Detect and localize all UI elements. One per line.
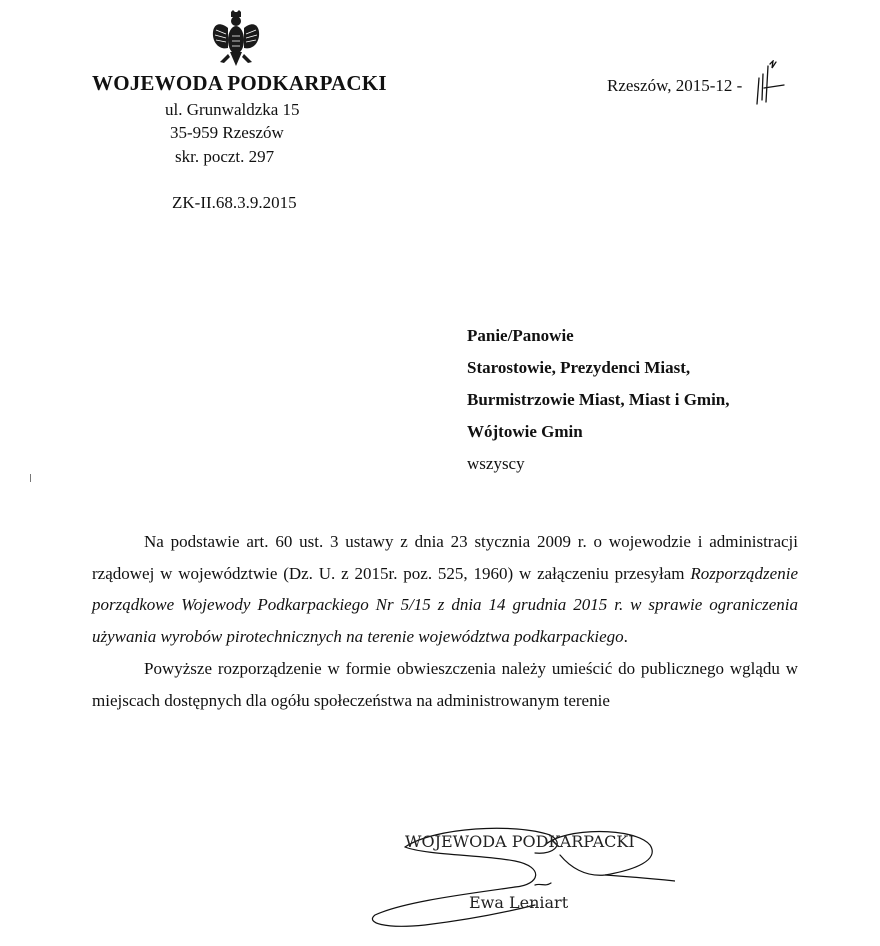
regulation-title: Rozporządzenie porządkowe Wojewody Podkarpackiego Nr 5/15 z dnia 14 grudnia 2015 r. w sprawie ograniczenia używania wyrobów pirotechnicznych na terenie województwa podkarpackiego [92,563,798,647]
sender-po-box: skr. poczt. 297 [175,147,275,166]
handwritten-day-icon [754,60,794,110]
recipient-line: Burmistrzowie Miast, Miast i Gmin, [467,390,730,409]
letter-body [92,526,798,716]
recipient-suffix: wszyscy [467,454,525,473]
body-paragraph-2: Powyższe rozporządzenie w formie obwieszczenia należy umieścić do publicznego wglądu w miejscach dostępnych dla ogółu społeczeństwa na administrowanym terenie [92,658,798,710]
body-paragraph-1 [92,526,798,653]
body-p1-end: . [623,627,628,647]
signature-name-stamp: Ewa Leniart [469,893,569,912]
recipient-line: Starostowie, Prezydenci Miast, [467,358,691,377]
recipient-line: Panie/Panowie [467,326,574,345]
recipient-line: Wójtowie Gmin [467,422,583,441]
eagle-emblem-icon [210,10,262,72]
body-p1-intro: Na podstawie art. 60 ust. 3 ustawy z dnia 23 stycznia 2009 r. o wojewodzie i administracji rządowej w województwie (Dz. U. z 2015r. poz. 525, 1960) w załączeniu przesyłam [92,532,798,583]
recipients-block [467,320,730,480]
margin-mark [30,474,31,482]
sender-org-name: WOJEWODA PODKARPACKI [92,71,387,95]
place-date: Rzeszów, 2015-12 - [607,76,743,95]
sender-city: 35-959 Rzeszów [170,123,284,142]
sender-street: ul. Grunwaldzka 15 [165,100,300,119]
signature-title-stamp: WOJEWODA PODKARPACKI [405,832,635,851]
reference-number: ZK-II.68.3.9.2015 [172,193,297,212]
